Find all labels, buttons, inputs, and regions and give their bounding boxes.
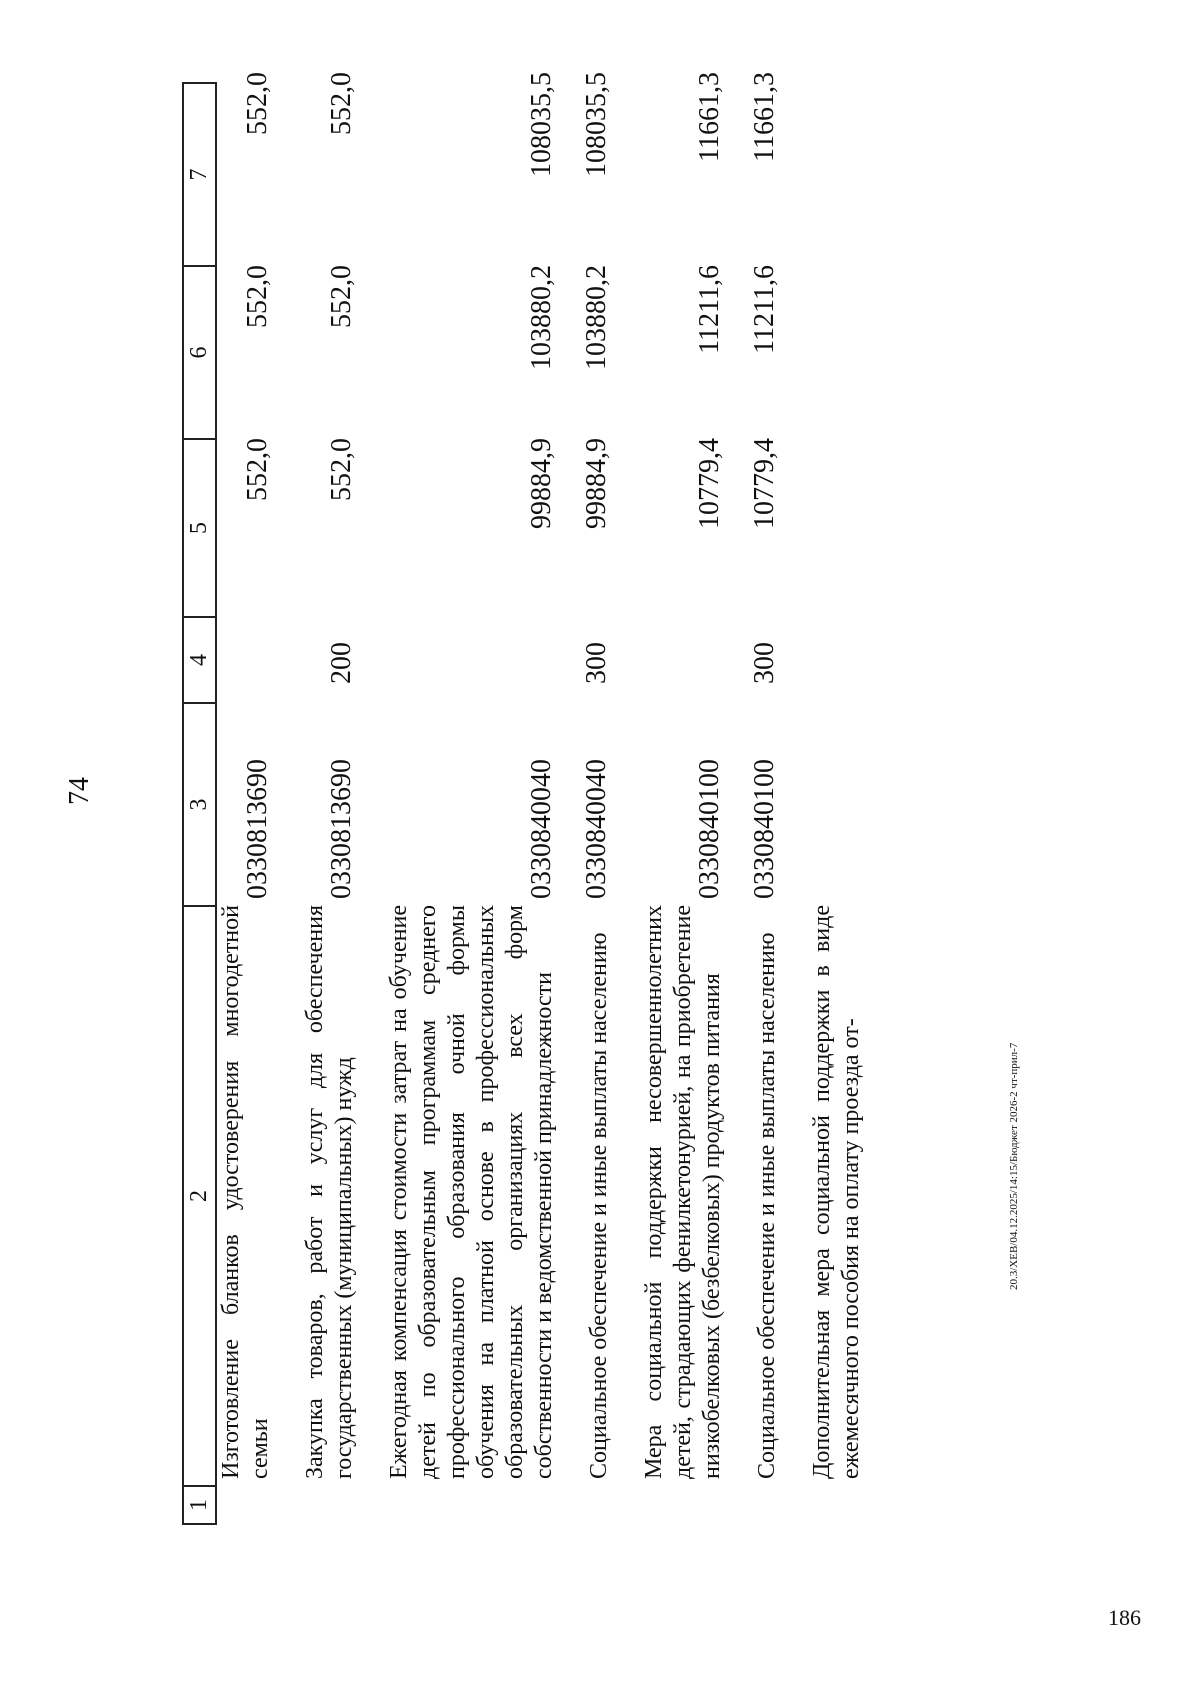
row-description: Закупка товаров, работ и услуг для обеспечения государственных (муниципальных) нужд [302, 905, 357, 1479]
header-col-1: 1 [182, 1485, 217, 1525]
row-value-7: 108035,5 [526, 72, 557, 177]
row-value-6: 552,0 [326, 265, 357, 328]
header-col-3: 3 [182, 702, 217, 907]
row-value-7: 11661,3 [749, 72, 780, 162]
table-row [749, 70, 782, 1525]
table-row [640, 70, 727, 1525]
row-values [241, 70, 275, 903]
row-values [748, 70, 782, 903]
row-code: 0330813690 [326, 759, 357, 899]
row-value-5: 10779,4 [694, 438, 725, 529]
row-description: Социальное обеспечение и иные выплаты населению [754, 932, 780, 1479]
row-code: 0330840100 [694, 759, 725, 899]
row-type: 200 [326, 642, 357, 684]
table-row [581, 70, 614, 1525]
row-gap [359, 70, 385, 1525]
header-col-6: 6 [182, 265, 217, 440]
header-col-2: 2 [182, 905, 217, 1487]
row-type [241, 610, 275, 698]
row-value-5: 99884,9 [526, 438, 557, 529]
header-col-4: 4 [182, 616, 217, 704]
rotated-table-page [182, 70, 1137, 1525]
row-value-7: 552,0 [242, 72, 273, 135]
row-description: Ежегодная компенсация стоимости затрат на обучение детей по образовательным программам среднего профессионального образования очной формы обучения на платной основе в профессиональных образовательных организациях всех форм собственности и ведомственной принадлежности [386, 905, 557, 1479]
row-values [325, 70, 359, 903]
row-value-6: 11211,6 [749, 265, 780, 354]
row-gap [614, 70, 640, 1525]
footer-code: 20.3/ХЕВ/04.12.2025/14:15/Бюджет 2026-2 чт-прил-7 [1008, 1042, 1020, 1290]
row-value-7: 108035,5 [581, 72, 612, 177]
page-number: 74 [64, 777, 95, 805]
table-row [808, 70, 866, 1525]
row-description: Дополнительная мера социальной поддержки в виде ежемесячного пособия на оплату проезда от- [809, 905, 864, 1479]
row-value-7: 11661,3 [694, 72, 725, 162]
row-value-5: 552,0 [242, 438, 273, 501]
row-value-5: 552,0 [326, 438, 357, 501]
budget-table [182, 70, 866, 1525]
row-value-5: 99884,9 [581, 438, 612, 529]
row-value-6: 11211,6 [694, 265, 725, 354]
row-code: 0330813690 [242, 759, 273, 899]
row-values [580, 70, 614, 903]
row-type: 300 [749, 642, 780, 684]
row-gap [782, 70, 808, 1525]
header-col-5: 5 [182, 438, 217, 618]
row-code: 0330840040 [526, 759, 557, 899]
row-gap [275, 70, 301, 1525]
row-type [693, 610, 727, 698]
row-type [525, 610, 559, 698]
row-description: Изготовление бланков удостоверения многодетной семьи [218, 905, 273, 1479]
row-value-6: 552,0 [242, 265, 273, 328]
row-code: 0330840100 [749, 759, 780, 899]
table-row [217, 70, 275, 1525]
row-value-6: 103880,2 [581, 265, 612, 370]
table-row [301, 70, 359, 1525]
row-values [693, 70, 727, 903]
row-values [525, 70, 559, 903]
row-value-7: 552,0 [326, 72, 357, 135]
header-col-7: 7 [182, 82, 217, 267]
row-description: Мера социальной поддержки несовершеннолетних детей, страдающих фенилкетонурией, на приобретение низкобелковых (безбелковых) продуктов питания [641, 905, 725, 1479]
table-row [385, 70, 559, 1525]
sheet-number: 186 [1108, 1605, 1141, 1630]
row-code: 0330840040 [581, 759, 612, 899]
row-type: 300 [581, 642, 612, 684]
row-value-5: 10779,4 [749, 438, 780, 529]
row-value-6: 103880,2 [526, 265, 557, 370]
row-description: Социальное обеспечение и иные выплаты населению [586, 932, 612, 1479]
table-header-row [182, 70, 217, 1525]
